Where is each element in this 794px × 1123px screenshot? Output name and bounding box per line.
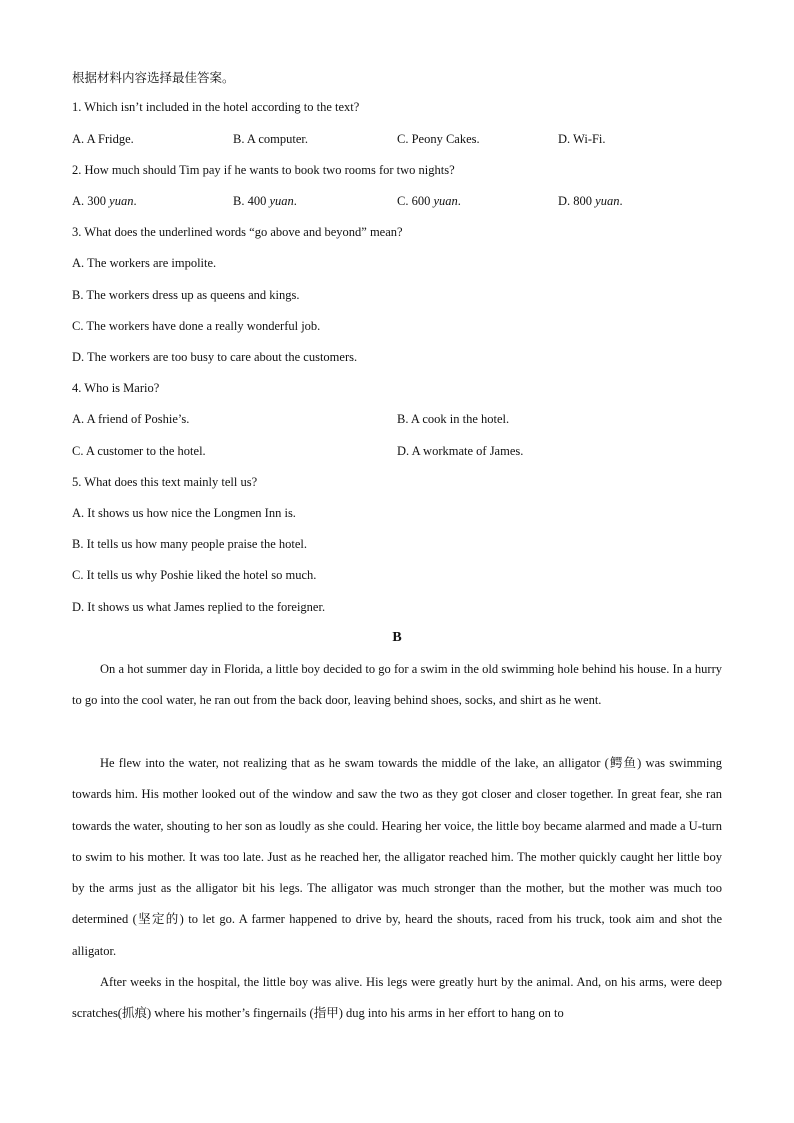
q5-option-d: D. It shows us what James replied to the foreigner. <box>72 600 326 614</box>
q5-option-a: A. It shows us how nice the Longmen Inn is. <box>72 506 296 520</box>
q3-option-b: B. The workers dress up as queens and kings. <box>72 288 300 302</box>
instruction: 根据材料内容选择最佳答案。 <box>72 71 235 85</box>
q2-option-c: C. 600 yuan. <box>397 194 461 208</box>
q5-option-c: C. It tells us why Poshie liked the hotel so much. <box>72 568 317 582</box>
section-title: B <box>392 630 402 645</box>
passage-paragraph-3: After weeks in the hospital, the little boy was alive. His legs were greatly hurt by the animal. And, on his arms, were deep scratches(抓痕) where his mother’s fingernails (指甲) dug into his arms in her effort to hang on to <box>72 975 722 1021</box>
q4-option-d: D. A workmate of James. <box>397 444 524 458</box>
q3-option-a: A. The workers are impolite. <box>72 256 217 270</box>
question-1-stem: 1. Which isn’t included in the hotel according to the text? <box>72 100 360 114</box>
q2-option-b: B. 400 yuan. <box>233 194 297 208</box>
question-2-stem: 2. How much should Tim pay if he wants to book two rooms for two nights? <box>72 163 455 177</box>
q2-option-d: D. 800 yuan. <box>558 194 623 208</box>
q1-option-a: A. A Fridge. <box>72 132 134 146</box>
q3-option-c: C. The workers have done a really wonderful job. <box>72 319 321 333</box>
q4-option-c: C. A customer to the hotel. <box>72 444 206 458</box>
q3-option-d: D. The workers are too busy to care about the customers. <box>72 350 358 364</box>
question-3-stem: 3. What does the underlined words “go above and beyond” mean? <box>72 225 403 239</box>
q2-option-a: A. 300 yuan. <box>72 194 137 208</box>
passage-paragraph-1: On a hot summer day in Florida, a little boy decided to go for a swim in the old swimming hole behind his house. In a hurry to go into the cool water, he ran out from the back door, leaving behind shoes, socks, and shirt as he went. <box>72 662 722 708</box>
q4-option-a: A. A friend of Poshie’s. <box>72 412 190 426</box>
question-5-stem: 5. What does this text mainly tell us? <box>72 475 258 489</box>
question-4-stem: 4. Who is Mario? <box>72 381 160 395</box>
q1-option-d: D. Wi-Fi. <box>558 132 606 146</box>
passage-paragraph-2: He flew into the water, not realizing that as he swam towards the middle of the lake, an alligator (鳄鱼) was swimming towards him. His mother looked out of the window and saw the two as they got closer and closer together. In great fear, she ran towards the water, shouting to her son as loudly as she could. Hearing her voice, the little boy became alarmed and made a U-turn to swim to his mother. It was too late. Just as he reached her, the alligator reached him. The mother quickly caught her little boy by the arms just as the alligator bit his legs. The alligator was much stronger than the mother, but the mother was much too determined (坚定的) to let go. A farmer happened to drive by, heard the shouts, raced from his truck, took aim and shot the alligator. <box>72 756 722 958</box>
q4-option-b: B. A cook in the hotel. <box>397 412 510 426</box>
q1-option-b: B. A computer. <box>233 132 308 146</box>
q5-option-b: B. It tells us how many people praise the hotel. <box>72 537 308 551</box>
q1-option-c: C. Peony Cakes. <box>397 132 480 146</box>
